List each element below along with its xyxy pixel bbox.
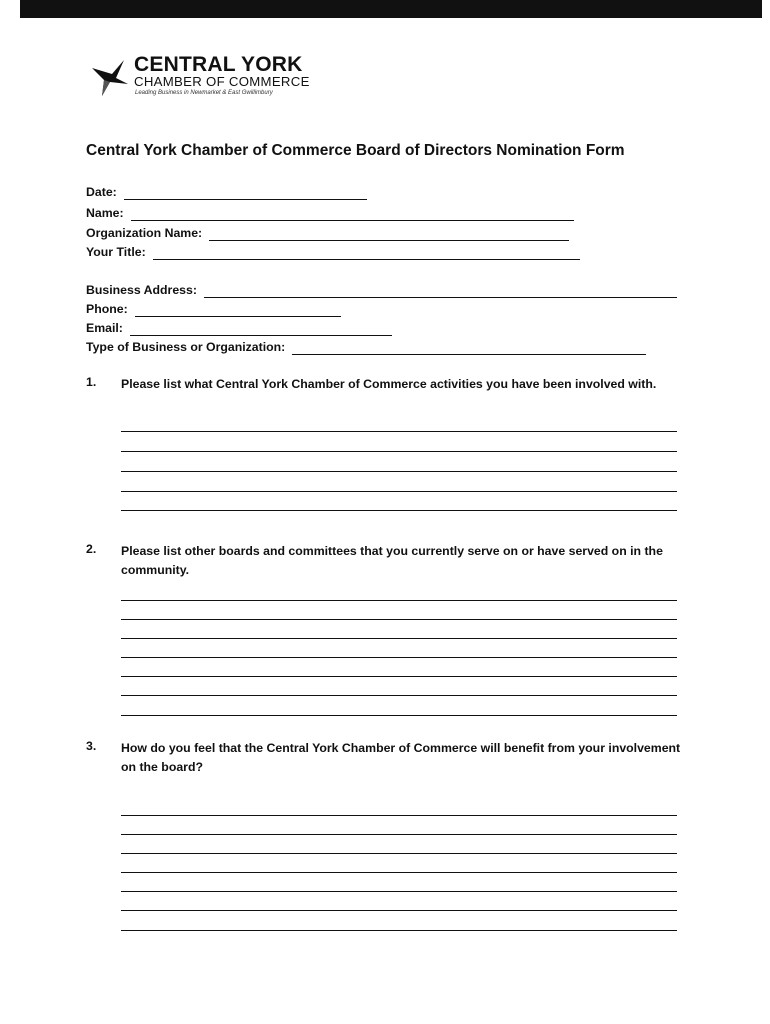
- question-1-text: Please list what Central York Chamber of Commerce activities you have been involved with.: [121, 377, 657, 391]
- business-type-field: [86, 337, 646, 355]
- name-label: Name:: [86, 206, 124, 220]
- answer-1-line[interactable]: [121, 471, 677, 472]
- logo-subtitle: CHAMBER OF COMMERCE: [134, 74, 310, 89]
- date-input-line[interactable]: [124, 187, 367, 200]
- answer-1-line[interactable]: [121, 431, 677, 432]
- chamber-logo: [90, 54, 320, 102]
- phone-label: Phone:: [86, 302, 128, 316]
- organization-field: [86, 223, 569, 241]
- answer-2-line[interactable]: [121, 600, 677, 601]
- answer-3-line[interactable]: [121, 891, 677, 892]
- date-label: Date:: [86, 185, 117, 199]
- address-input-line[interactable]: [204, 285, 677, 298]
- answer-2-line[interactable]: [121, 657, 677, 658]
- answer-2-line[interactable]: [121, 715, 677, 716]
- question-3-number: 3.: [86, 739, 97, 753]
- answer-3-line[interactable]: [121, 910, 677, 911]
- phone-input-line[interactable]: [135, 304, 341, 317]
- answer-2-line[interactable]: [121, 638, 677, 639]
- form-title: Central York Chamber of Commerce Board of Directors Nomination Form: [86, 142, 625, 159]
- name-input-line[interactable]: [131, 208, 574, 221]
- question-3-text: How do you feel that the Central York Chamber of Commerce will benefit from your involvement on the board?: [121, 741, 681, 774]
- business-type-input-line[interactable]: [292, 342, 646, 355]
- address-field: [86, 280, 677, 298]
- arrow-star-logo-icon: [90, 56, 130, 98]
- logo-tagline: Leading Business in Newmarket & East Gwillimbury: [135, 90, 273, 96]
- answer-3-line[interactable]: [121, 834, 677, 835]
- title-field: [86, 242, 580, 260]
- phone-field: [86, 299, 341, 317]
- answer-1-line[interactable]: [121, 451, 677, 452]
- answer-3-line[interactable]: [121, 930, 677, 931]
- question-2-text: Please list other boards and committees that you currently serve on or have served on in the community.: [121, 544, 663, 577]
- email-input-line[interactable]: [130, 323, 392, 336]
- title-label: Your Title:: [86, 245, 146, 259]
- answer-2-line[interactable]: [121, 619, 677, 620]
- address-label: Business Address:: [86, 283, 197, 297]
- date-field: [86, 182, 367, 200]
- answer-1-line[interactable]: [121, 491, 677, 492]
- email-label: Email:: [86, 321, 123, 335]
- name-field: [86, 203, 574, 221]
- answer-2-line[interactable]: [121, 676, 677, 677]
- title-input-line[interactable]: [153, 247, 580, 260]
- answer-3-line[interactable]: [121, 872, 677, 873]
- email-field: [86, 318, 392, 336]
- answer-2-line[interactable]: [121, 695, 677, 696]
- organization-input-line[interactable]: [209, 228, 569, 241]
- answer-1-line[interactable]: [121, 510, 677, 511]
- organization-label: Organization Name:: [86, 226, 203, 240]
- answer-3-line[interactable]: [121, 815, 677, 816]
- top-bar: [20, 0, 762, 18]
- logo-brand-text: CENTRAL YORK: [134, 53, 303, 76]
- question-1-number: 1.: [86, 375, 97, 389]
- business-type-label: Type of Business or Organization:: [86, 340, 286, 354]
- answer-3-line[interactable]: [121, 853, 677, 854]
- question-2-number: 2.: [86, 542, 97, 556]
